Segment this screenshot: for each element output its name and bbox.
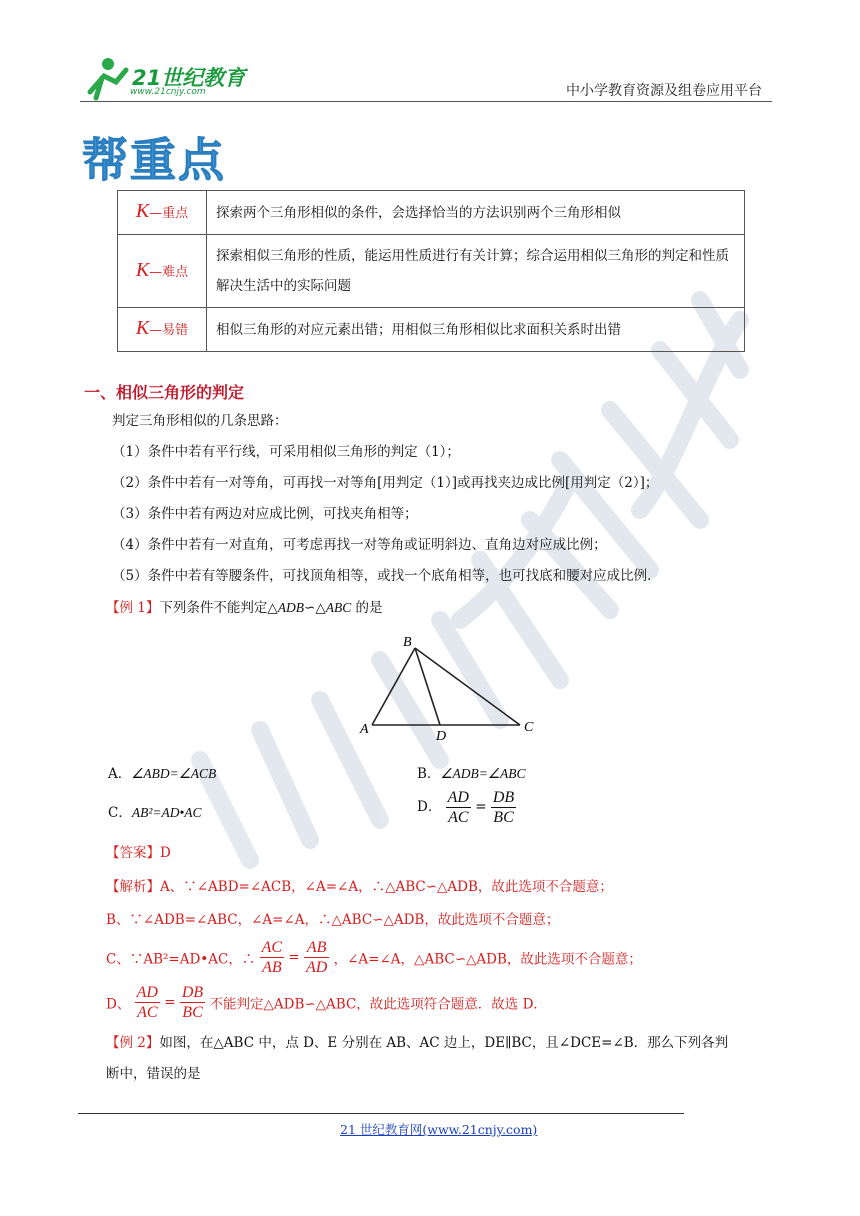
logo-text: 21世纪教育	[132, 66, 246, 90]
list-item: （1）条件中若有平行线，可采用相似三角形的判定（1）；	[112, 444, 460, 460]
section-title: 一、相似三角形的判定	[84, 383, 245, 402]
answer-value: D	[160, 845, 171, 861]
fraction	[180, 983, 205, 1022]
k-label-cell	[118, 191, 207, 235]
logo-url: www.21cnjy.com	[130, 87, 206, 97]
option-text: ∠ABD=∠ACB	[131, 766, 217, 781]
label-C: C	[524, 720, 534, 735]
intro-text: 判定三角形相似的几条思路：	[112, 413, 288, 429]
k-label: —易错	[149, 323, 189, 338]
option-a[interactable]	[108, 762, 216, 782]
k-text: 探索两个三角形相似的条件，会选择恰当的方法识别两个三角形相似	[207, 191, 745, 235]
option-d[interactable]	[417, 788, 516, 827]
option-b[interactable]	[417, 762, 525, 782]
option-key: D．	[417, 799, 442, 815]
analysis-line-c	[106, 938, 642, 977]
analysis-text: 不能判定△ADB∽△ABC，故此选项符合题意．故选 D．	[209, 996, 547, 1013]
section-banner	[82, 124, 262, 187]
list-item: （4）条件中若有一对直角，可考虑再找一对等角或证明斜边、直角边对应成比例；	[112, 537, 607, 553]
k-text: 探索相似三角形的性质，能运用性质进行有关计算；综合运用相似三角形的判定和性质解决生活中的实际问题	[207, 235, 745, 308]
equals-sign: =	[288, 949, 300, 966]
option-c[interactable]	[108, 801, 201, 821]
analysis-line-a	[106, 875, 613, 895]
footer-divider	[78, 1113, 684, 1114]
k-letter: K	[135, 200, 150, 222]
analysis-line-d	[106, 983, 547, 1022]
denominator: BC	[182, 1004, 203, 1021]
analysis-text: D、	[106, 996, 131, 1013]
k-label-cell	[118, 308, 207, 352]
fraction	[446, 788, 471, 827]
list-item: （5）条件中若有等腰条件，可找顶角相等，或找一个底角相等，也可找底和腰对应成比例．	[112, 568, 661, 584]
option-text: ∠ADB=∠ABC	[440, 766, 526, 781]
example2-text: 如图，在△ABC 中，点 D、E 分别在 AB、AC 边上，DE∥BC，且∠DCE=∠B．那么下列各判	[159, 1035, 729, 1051]
k-text: 相似三角形的对应元素出错；用相似三角形相似比求面积关系时出错	[207, 308, 745, 352]
example-label: 【例 1】	[106, 600, 160, 616]
triangle-figure	[356, 630, 546, 740]
header-divider	[80, 101, 772, 102]
q-text: 下列条件不能判定△	[159, 600, 278, 616]
key-points-table	[117, 190, 745, 352]
analysis-label: 【解析】	[106, 879, 160, 895]
table-row	[118, 308, 745, 352]
k-label: —难点	[149, 264, 189, 280]
equals-sign: =	[475, 799, 487, 815]
fraction	[491, 788, 516, 827]
denominator: AD	[306, 959, 328, 976]
fraction	[135, 983, 160, 1022]
analysis-text: C、∵AB²=AD•AC，∴	[106, 951, 256, 968]
list-item: （3）条件中若有两边对应成比例，可找夹角相等；	[112, 506, 418, 522]
k-label: —重点	[149, 206, 189, 221]
site-logo[interactable]	[82, 54, 272, 102]
label-B: B	[403, 635, 412, 650]
numerator: DB	[492, 789, 515, 806]
numerator: AD	[136, 984, 158, 1001]
denominator: AC	[137, 1004, 158, 1021]
table-row	[118, 235, 745, 308]
k-letter: K	[135, 258, 150, 281]
denominator: BC	[493, 809, 514, 826]
option-key: C．	[108, 805, 132, 821]
example1-question	[106, 596, 383, 616]
k-label-cell	[118, 235, 207, 308]
banner-text: 帮重点	[82, 133, 226, 187]
option-key: B．	[417, 766, 441, 782]
example2-text-line2: 断中，错误的是	[106, 1066, 201, 1082]
q-text: 的是	[351, 600, 383, 616]
analysis-line-b: B、∵∠ADB=∠ABC，∠A=∠A，∴△ABC∽△ADB，故此选项不合题意；	[106, 912, 560, 928]
label-A: A	[360, 722, 369, 737]
numerator: AD	[447, 789, 469, 806]
option-text: AB²=AD•AC	[131, 805, 202, 820]
answer-line	[106, 841, 171, 861]
numerator: AB	[304, 938, 329, 958]
q-triangle: ADB	[277, 600, 305, 615]
example-label: 【例 2】	[106, 1035, 160, 1051]
list-item: （2）条件中若有一对等角，可再找一对等角[用判定（1）]或再找夹边成比例[用判定（2）]；	[112, 475, 659, 491]
header-platform-text: 中小学教育资源及组卷应用平台	[566, 83, 762, 99]
analysis-text: A、∵∠ABD=∠ACB，∠A=∠A，∴△ABC∽△ADB，故此选项不合题意；	[160, 879, 613, 895]
q-triangle: ABC	[325, 600, 352, 615]
label-D: D	[436, 729, 447, 740]
option-key: A．	[108, 766, 132, 782]
equals-sign: =	[164, 994, 176, 1011]
fraction	[260, 938, 284, 977]
footer-link[interactable]: 21 世纪教育网(www.21cnjy.com)	[340, 1122, 538, 1137]
fraction	[304, 938, 329, 977]
analysis-text: ，∠A=∠A，△ABC∽△ADB，故此选项不合题意；	[333, 951, 642, 968]
numerator: DB	[181, 984, 204, 1001]
table-row	[118, 191, 745, 235]
numerator: AC	[261, 939, 283, 956]
k-letter: K	[135, 317, 150, 339]
q-sim: ∽△	[304, 600, 326, 616]
answer-label: 【答案】	[106, 845, 160, 861]
example2-question	[106, 1031, 728, 1051]
denominator: AB	[262, 959, 282, 976]
denominator: AC	[448, 809, 469, 826]
